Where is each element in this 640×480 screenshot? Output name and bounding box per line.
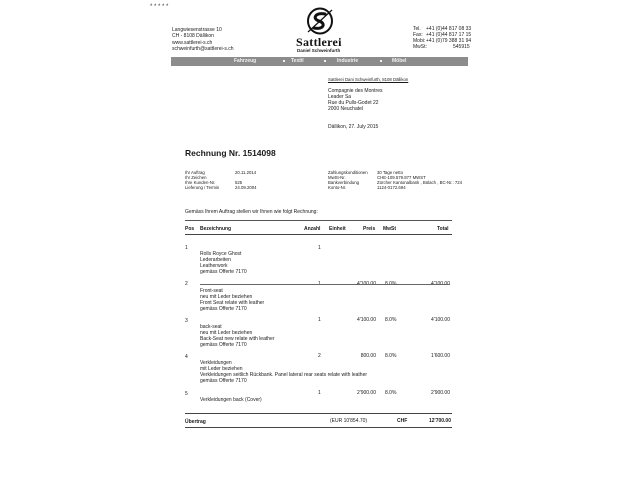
- meta-value: 525: [235, 180, 243, 185]
- row-price: 800.00: [360, 353, 376, 359]
- nav-item-industrie[interactable]: Industrie: [337, 58, 359, 64]
- meta-value: 24.09.2004: [235, 185, 257, 190]
- meta-label: Ihre Kunden-Nr.: [185, 180, 216, 185]
- row-strike-rule: [200, 284, 450, 285]
- col-header-price: Preis: [363, 226, 376, 232]
- meta-label: Konto-Nr.: [328, 185, 347, 190]
- nav-item-moebel[interactable]: Möbel: [392, 58, 407, 64]
- row-vat: 8.0%: [385, 390, 397, 396]
- row-vat: 8.0%: [385, 317, 397, 323]
- contact-value: +41 (0)79 388 31 94: [426, 38, 472, 44]
- row-desc-line: Verkleidungen: [200, 360, 232, 366]
- scan-mark: * * * * *: [150, 4, 169, 10]
- col-header-description: Bezeichnung: [200, 226, 232, 232]
- row-desc-line: Rolls Royce Ghost: [200, 251, 242, 257]
- row-price: 4'100.00: [356, 317, 376, 323]
- meta-label: Ihr Auftrag: [185, 170, 205, 175]
- col-header-pos: Pos: [185, 226, 195, 232]
- table-header-rule: [185, 234, 452, 235]
- contact-label: Mobi:: [413, 38, 426, 44]
- row-quantity: 1: [318, 317, 321, 323]
- row-desc-line: Leatherwork: [200, 263, 228, 269]
- sender-line: www.sattlerei-s.ch: [172, 40, 213, 46]
- meta-value: 30 Tage netto: [377, 170, 403, 175]
- nav-separator-dot: [283, 60, 285, 62]
- sender-line: schweinfurth@sattlerei-s.ch: [172, 46, 234, 52]
- nav-item-fahrzeug[interactable]: Fahrzeug: [234, 58, 257, 64]
- row-desc-line: gemäss Offerte 7170: [200, 269, 247, 275]
- contact-value: 545915: [453, 44, 470, 50]
- carry-top-rule: [185, 413, 452, 414]
- row-desc-line: mit Leder beziehen: [200, 366, 243, 372]
- row-desc-line: Lederarbeiten: [200, 257, 231, 263]
- recipient-line: 2000 Neuchatel: [328, 106, 364, 112]
- category-nav-bar: [171, 57, 468, 66]
- carry-bottom-rule: [185, 427, 452, 428]
- col-header-total: Total: [437, 226, 449, 232]
- meta-label: Ihr Zeichen: [185, 175, 207, 180]
- row-vat: 8.0%: [385, 353, 397, 359]
- contact-value: +41 (0)44 817 08 33: [426, 26, 472, 32]
- row-desc-line: neu mit Leder beziehen: [200, 330, 253, 336]
- contact-label: Tel.: [413, 26, 421, 32]
- date-line: Dällikon, 27. July 2015: [328, 124, 379, 130]
- recipient-line: Rue du Pulls-Godet 22: [328, 100, 379, 106]
- carry-total: 12'700.00: [428, 418, 451, 424]
- meta-value: CHE-109.579.877 MWST: [377, 175, 426, 180]
- meta-value: 1124-0172.694: [377, 185, 406, 190]
- meta-label: Bankverbindung: [328, 180, 360, 185]
- meta-label: Lieferung / Termin: [185, 185, 220, 190]
- sender-line: CH - 8108 Dällikon: [172, 33, 214, 39]
- contact-label: MwSt:: [413, 44, 427, 50]
- contact-label: Fax:: [413, 32, 423, 38]
- meta-label: Zahlungskonditionen: [328, 170, 368, 175]
- row-quantity: 2: [318, 353, 321, 359]
- row-quantity: 1: [318, 245, 321, 251]
- row-desc-line: Front-seat: [200, 288, 223, 294]
- row-pos: 5: [185, 391, 188, 397]
- row-pos: 4: [185, 354, 188, 360]
- sattlerei-logo-icon: [305, 7, 335, 35]
- invoice-title: Rechnung Nr. 1514098: [185, 148, 276, 158]
- row-desc-line: Verkleidungen seitlich Rückbank. Panel lateral rear seats relate with leather: [200, 372, 368, 378]
- table-top-rule: [185, 220, 452, 221]
- meta-value: Zürcher Kantonalbank , Bülach , BC-Nr.: 724: [377, 180, 463, 185]
- logo-name: Sattlerei: [296, 35, 342, 49]
- row-desc-line: back-seat: [200, 324, 222, 330]
- contact-value: +41 (0)44 817 17 15: [426, 32, 472, 38]
- col-header-unit: Einheit: [329, 226, 346, 232]
- meta-label: MwSt-Nr.: [328, 175, 346, 180]
- nav-separator-dot: [324, 60, 326, 62]
- nav-separator-dot: [380, 60, 382, 62]
- recipient-line: Leader Sa: [328, 94, 352, 100]
- intro-text: Gemäss Ihrem Auftrag stellen wir Ihnen wie folgt Rechnung:: [185, 209, 318, 215]
- nav-item-textil[interactable]: Textil: [291, 58, 304, 64]
- meta-value: 20.11.2014: [235, 170, 257, 175]
- row-desc-line: gemäss Offerte 7170: [200, 306, 247, 312]
- return-address: Sattlerei Dani Schweinfurth, 8108 Dällikon: [328, 77, 409, 82]
- sender-line: Langwiesenstrasse 10: [172, 27, 222, 33]
- row-price: 2'900.00: [356, 390, 376, 396]
- carry-eur-amount: (EUR 10'854.70): [330, 418, 368, 424]
- row-total: 2'900.00: [430, 390, 450, 396]
- row-total: 4'100.00: [430, 317, 450, 323]
- row-desc-line: Verkleidungen back (Cover): [200, 397, 262, 403]
- row-pos: 3: [185, 318, 188, 324]
- row-total: 1'600.00: [430, 353, 450, 359]
- carry-currency: CHF: [397, 418, 408, 424]
- col-header-vat: MwSt: [383, 226, 397, 232]
- row-desc-line: gemäss Offerte 7170: [200, 342, 247, 348]
- row-desc-line: Front Seat relate with leather: [200, 300, 265, 306]
- row-quantity: 1: [318, 390, 321, 396]
- row-desc-line: neu mit Leder beziehen: [200, 294, 253, 300]
- logo-subtitle: Daniel Schweinfurth: [297, 48, 341, 53]
- row-pos: 2: [185, 281, 188, 287]
- recipient-line: Compagnie des Montres: [328, 88, 383, 94]
- row-desc-line: gemäss Offerte 7170: [200, 378, 247, 384]
- row-desc-line: Back-Seat new relate with leather: [200, 336, 275, 342]
- row-pos: 1: [185, 245, 188, 251]
- col-header-quantity: Anzahl: [304, 226, 321, 232]
- carry-label: Übertrag: [185, 419, 206, 425]
